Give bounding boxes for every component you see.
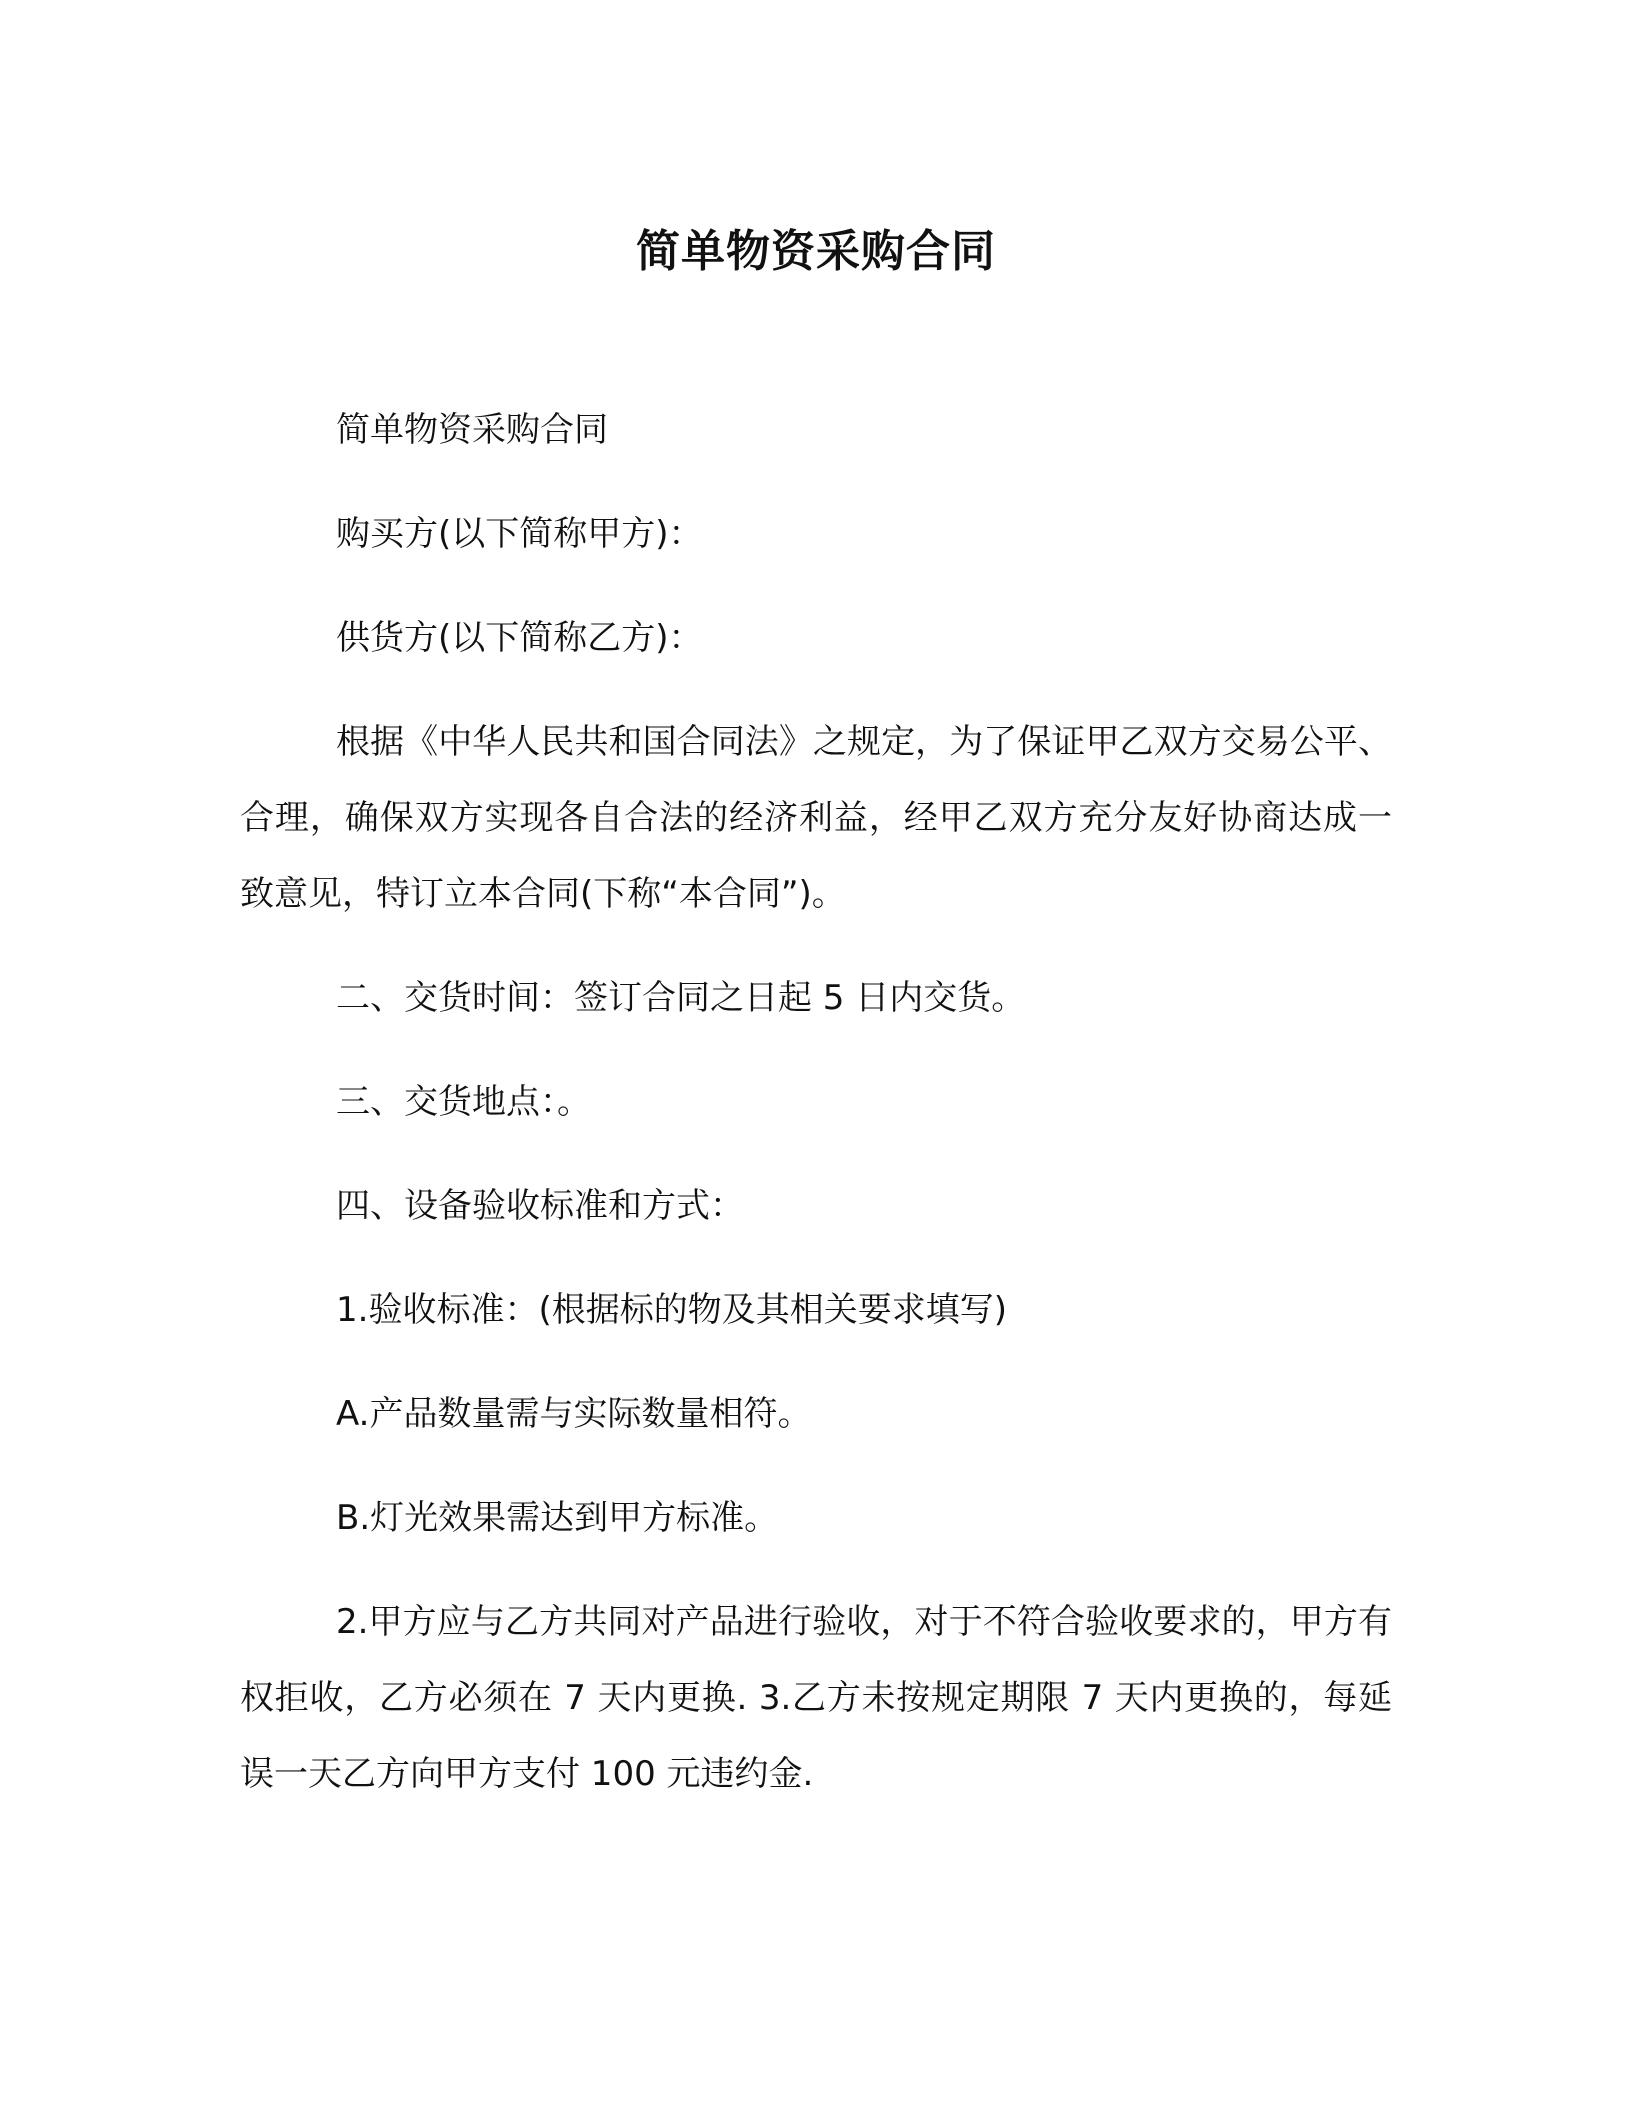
paragraph-acceptance-standard: 1.验收标准：(根据标的物及其相关要求填写) [336, 1290, 1007, 1330]
paragraph-acceptance-heading: 四、设备验收标准和方式： [336, 1186, 744, 1226]
paragraph-preamble: 根据《中华人民共和国合同法》之规定，为了保证甲乙双方交易公平、合理，确保双方实现各自合法的经济利益，经甲乙双方充分友好协商达成一致意见，特订立本合同(下称“本合同”)。 [240, 722, 1392, 914]
paragraph-buyer: 购买方(以下简称甲方)： [336, 514, 703, 554]
paragraph-supplier: 供货方(以下简称乙方)： [336, 618, 703, 658]
paragraph-delivery-time: 二、交货时间：签订合同之日起 5 日内交货。 [336, 978, 1026, 1018]
paragraph-delivery-place: 三、交货地点：。 [336, 1082, 591, 1122]
paragraph-item-b: B.灯光效果需达到甲方标准。 [336, 1498, 779, 1538]
paragraph-heading: 简单物资采购合同 [336, 410, 608, 450]
paragraph-item-a: A.产品数量需与实际数量相符。 [336, 1394, 812, 1434]
document-title: 简单物资采购合同 [636, 226, 996, 277]
document-body [240, 392, 1392, 1840]
paragraph-inspection-terms: 2.甲方应与乙方共同对产品进行验收，对于不符合验收要求的，甲方有权拒收，乙方必须在 7 天内更换. 3.乙方未按规定期限 7 天内更换的，每延误一天乙方向甲方支付 100 元违约金. [240, 1602, 1392, 1794]
